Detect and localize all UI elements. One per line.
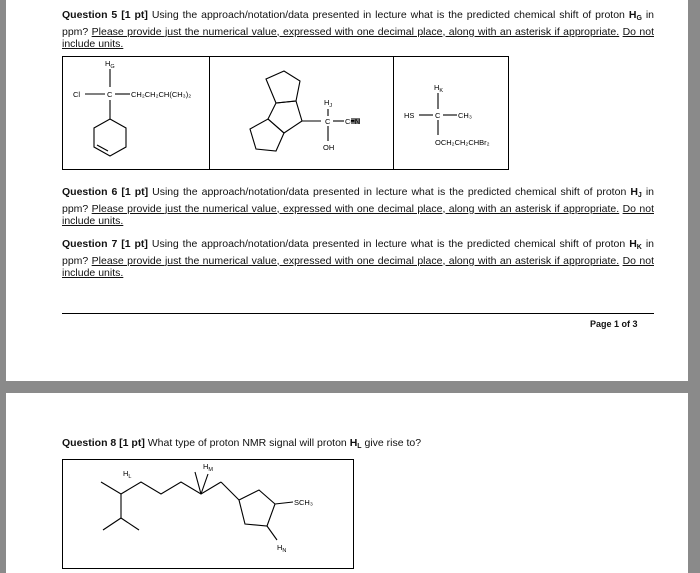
question-5-label: Question 5 [1 pt] xyxy=(62,9,148,21)
carbon-label-2: C xyxy=(325,117,331,126)
hg-label: $H_G$ xyxy=(105,59,115,70)
structure-box-2 xyxy=(209,56,395,170)
question-6-proton: $H_J$ xyxy=(630,186,642,199)
hm-label: $H_M$ xyxy=(203,462,214,473)
question-8-label: Question 8 [1 pt] xyxy=(62,437,145,449)
question-7-middle: in ppm? xyxy=(62,238,654,267)
structure-box-3 xyxy=(393,56,509,170)
document-page-2 xyxy=(6,393,688,573)
question-5-no-units: Do not include units. xyxy=(62,25,654,50)
structure-1-drawing xyxy=(63,57,210,169)
hj-label: $H_J$ xyxy=(324,98,333,109)
structure-2-drawing xyxy=(210,57,394,169)
question-7-prefix: Using the approach/notation/data presented in lecture what is the predicted chemical shift of proton xyxy=(151,238,626,250)
question-6-no-units: Do not include units. xyxy=(62,202,654,227)
ether-chain-label: OCH₂CH₂CHBr₂ xyxy=(435,138,490,147)
structure-3-drawing xyxy=(394,57,508,169)
question-8-proton: $H_L$ xyxy=(349,437,362,450)
question-8 xyxy=(62,437,654,454)
structure-box-4 xyxy=(62,459,354,569)
question-5 xyxy=(62,9,654,51)
cl-label: Cl xyxy=(73,90,81,99)
question-6 xyxy=(62,186,654,228)
question-7-proton: $H_K$ xyxy=(629,238,642,251)
question-5-instruction: Please provide just the numerical value, expressed with one decimal place, along with an asterisk if appropriate. xyxy=(91,25,620,38)
hk-label: $H_K$ xyxy=(434,83,444,94)
alkyl-chain-label: CH₂CH₂CH(CH₃)₂ xyxy=(131,90,192,99)
question-7 xyxy=(62,238,654,280)
question-7-no-units: Do not include units. xyxy=(62,254,654,279)
methyl-label: CH₃ xyxy=(458,111,472,120)
question-8-prefix: What type of proton NMR signal will proton xyxy=(147,437,347,449)
hl-label: $H_L$ xyxy=(123,469,132,480)
thioether-label: SCH₃ xyxy=(294,498,313,507)
document-page-1 xyxy=(6,0,688,381)
carbon-label-3: C xyxy=(435,111,441,120)
question-6-instruction: Please provide just the numerical value, expressed with one decimal place, along with an asterisk if appropriate. xyxy=(91,202,620,215)
page-number: Page 1 of 3 xyxy=(590,319,638,329)
question-5-middle: in ppm? xyxy=(62,9,655,38)
question-7-label: Question 7 [1 pt] xyxy=(62,238,148,250)
question-8-suffix: give rise to? xyxy=(364,437,422,449)
hn-label: $H_N$ xyxy=(277,543,287,554)
question-5-proton: $H_G$ xyxy=(628,9,642,22)
structure-4-drawing xyxy=(63,460,353,568)
nitrile-label: C≡N xyxy=(345,117,361,126)
carbon-label: C xyxy=(107,90,113,99)
footer-rule xyxy=(62,313,654,314)
question-5-prefix: Using the approach/notation/data presented in lecture what is the predicted chemical shift of proton xyxy=(151,9,625,21)
question-6-middle: in ppm? xyxy=(62,186,655,215)
question-7-instruction: Please provide just the numerical value, expressed with one decimal place, along with an asterisk if appropriate. xyxy=(91,254,620,267)
question-6-label: Question 6 [1 pt] xyxy=(62,186,149,198)
structure-box-1 xyxy=(62,56,211,170)
question-6-prefix: Using the approach/notation/data presented in lecture what is the predicted chemical shift of proton xyxy=(152,186,627,198)
hydroxyl-label: OH xyxy=(323,143,335,152)
thiol-label: HS xyxy=(404,111,415,120)
